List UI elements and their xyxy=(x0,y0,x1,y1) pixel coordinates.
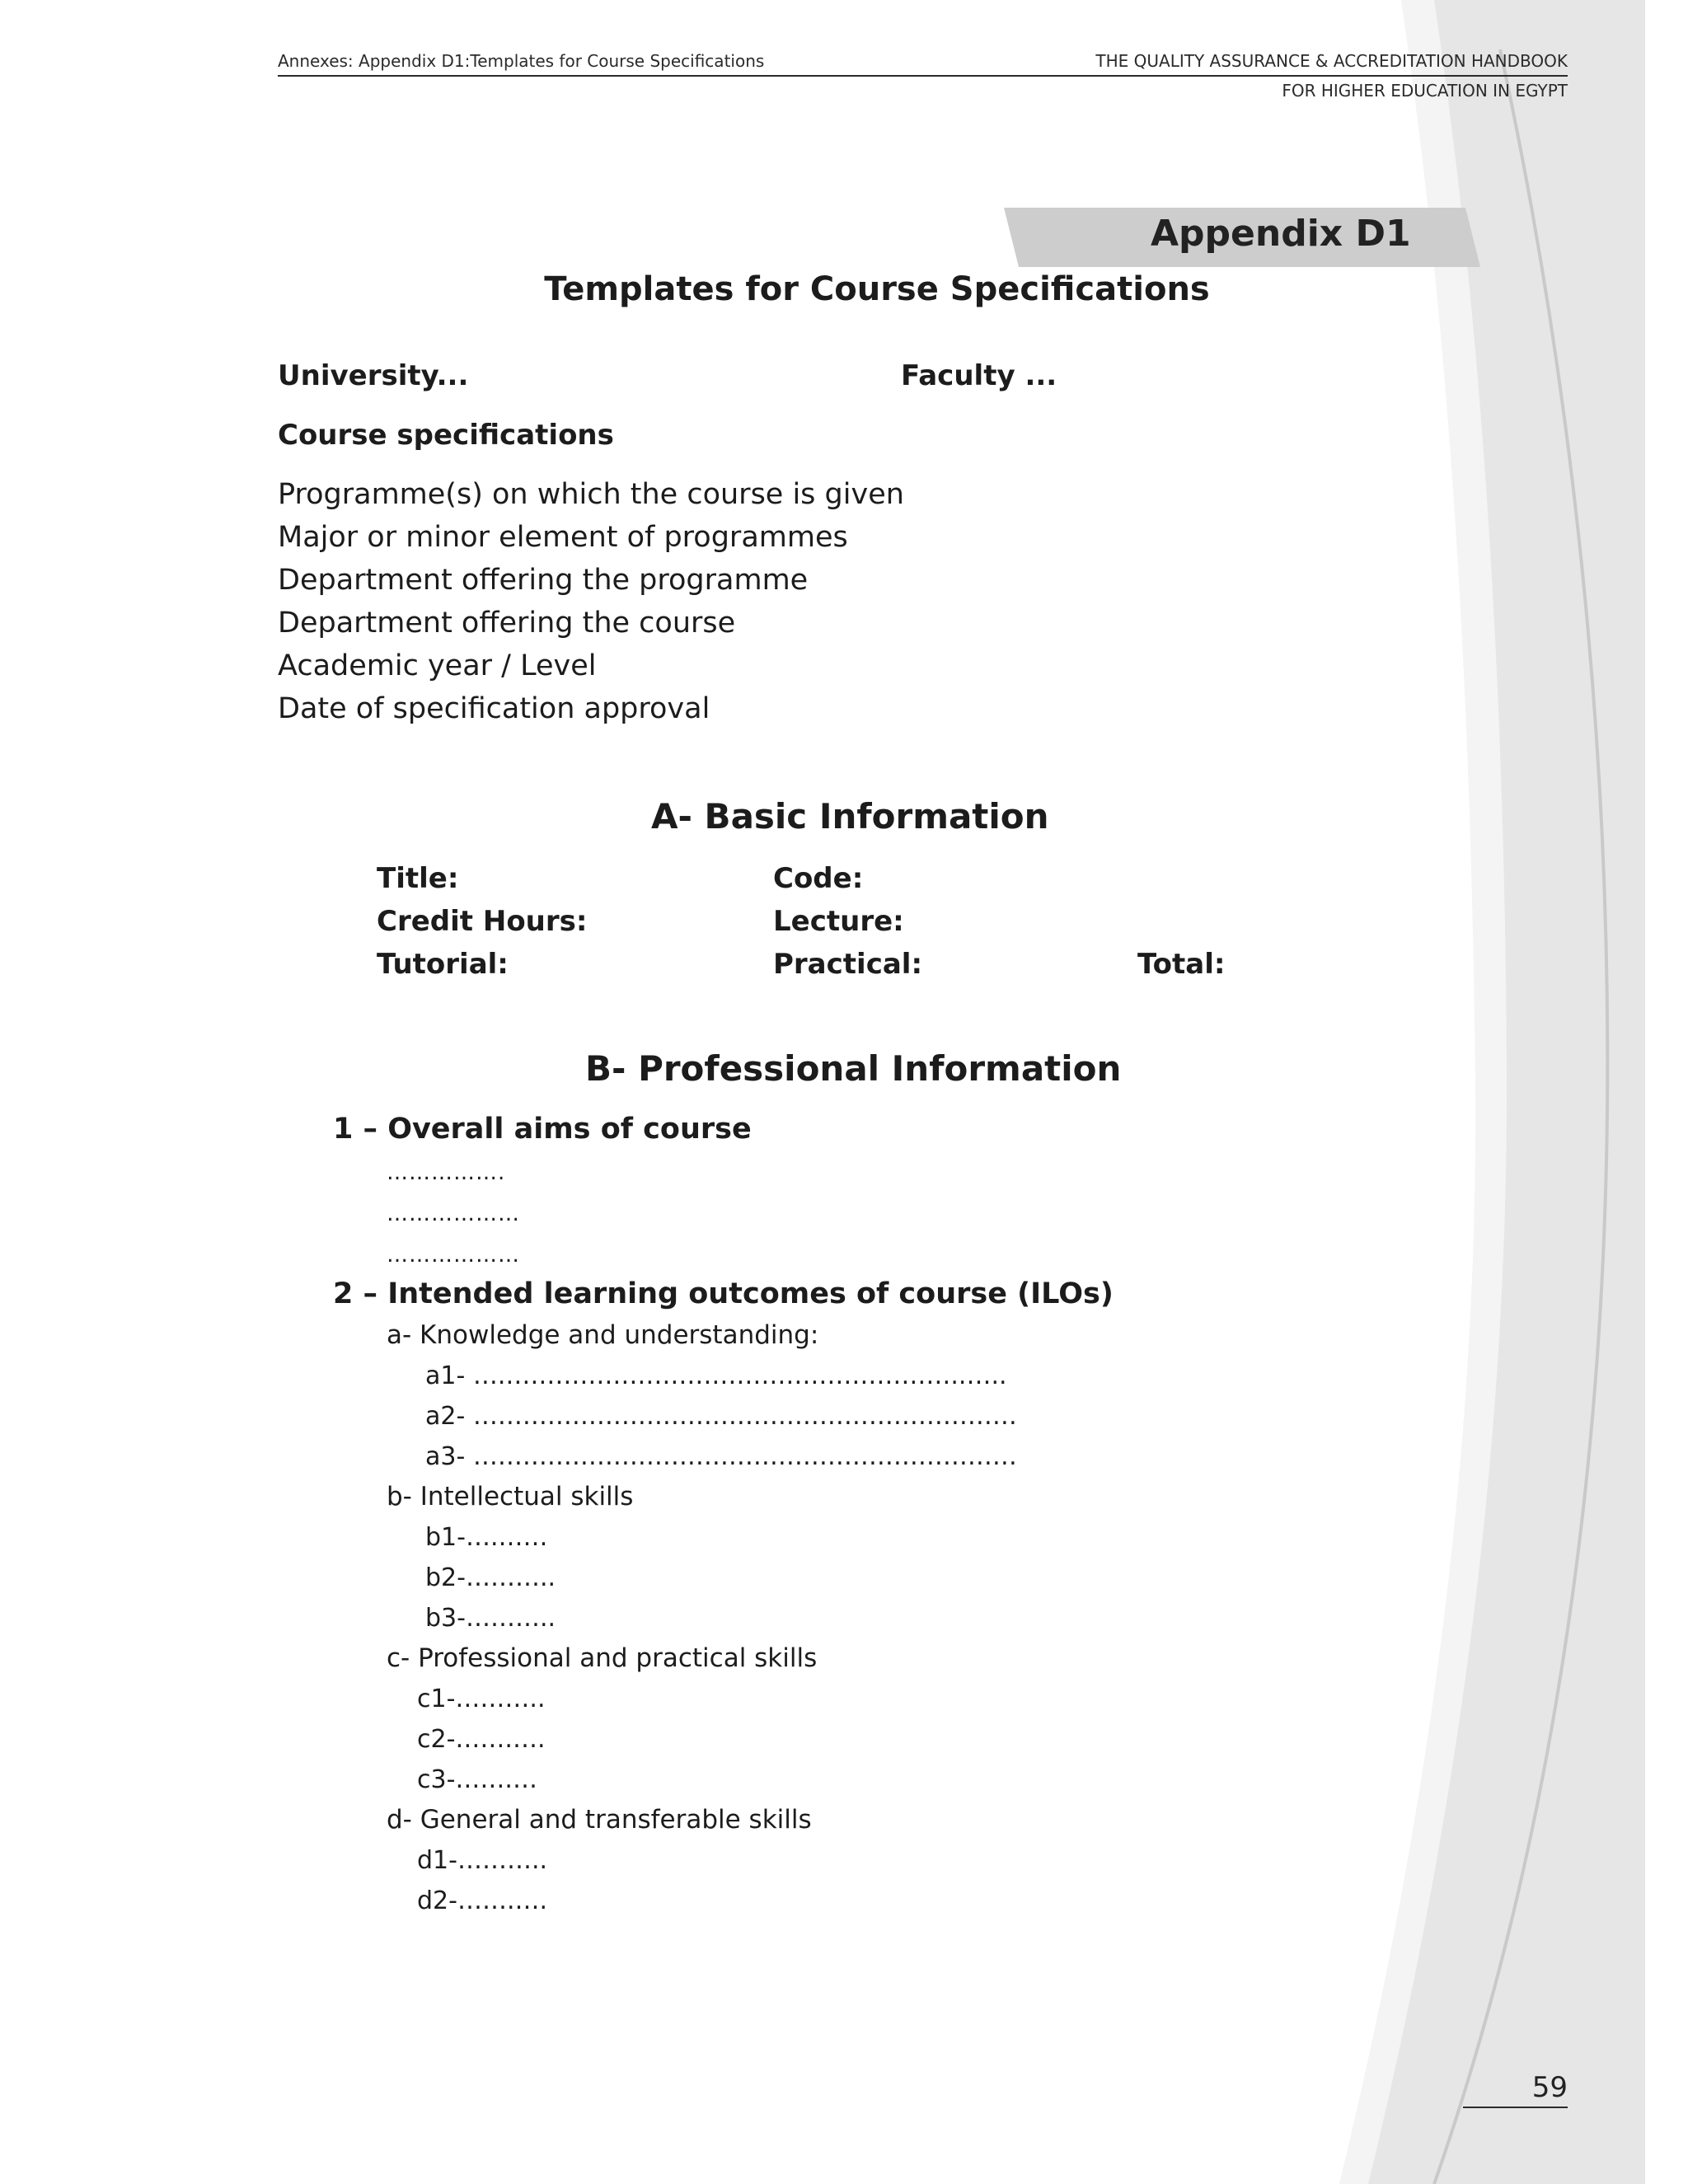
knowledge-item: a3- ………………………………………………………… xyxy=(425,1442,1017,1471)
page-title: Templates for Course Specifications xyxy=(544,270,1210,308)
intellectual-item: b1-….…… xyxy=(425,1523,548,1552)
aims-line: ……………… xyxy=(387,1202,520,1226)
intellectual-item: b2-……….. xyxy=(425,1563,556,1592)
spec-line: Date of specification approval xyxy=(278,692,710,725)
field-practical: Practical: xyxy=(773,948,923,981)
section-b-heading: B- Professional Information xyxy=(585,1048,1122,1089)
header-rule xyxy=(278,75,1568,77)
field-title: Title: xyxy=(377,862,459,895)
knowledge-item: a1- ….………………………………………………..….. xyxy=(425,1361,1007,1390)
header-right-title: THE QUALITY ASSURANCE & ACCREDITATION HANDBOOK xyxy=(1095,51,1568,71)
professional-item: c1-……….. xyxy=(417,1685,546,1713)
knowledge-item: a2- ………………………………………………………… xyxy=(425,1402,1017,1431)
spec-line: Programme(s) on which the course is given xyxy=(278,478,904,511)
professional-label: c- Professional and practical skills xyxy=(387,1643,818,1673)
overall-aims-heading: 1 – Overall aims of course xyxy=(333,1113,752,1146)
spec-line: Major or minor element of programmes xyxy=(278,521,848,554)
professional-item: c2-…….…. xyxy=(417,1725,546,1754)
knowledge-label: a- Knowledge and understanding: xyxy=(387,1320,819,1350)
spec-line: Department offering the course xyxy=(278,607,736,640)
intellectual-item: b3-……….. xyxy=(425,1604,556,1633)
aims-line: ……………. xyxy=(387,1160,506,1185)
page-number-rule xyxy=(1463,2107,1568,2108)
field-total: Total: xyxy=(1137,948,1226,981)
aims-line: ……………… xyxy=(387,1243,520,1268)
field-code: Code: xyxy=(773,862,864,895)
ilos-heading: 2 – Intended learning outcomes of course (ILOs) xyxy=(333,1277,1114,1310)
professional-item: c3-…….… xyxy=(417,1765,537,1794)
university-label: University... xyxy=(278,359,469,392)
intellectual-label: b- Intellectual skills xyxy=(387,1482,634,1511)
faculty-label: Faculty ... xyxy=(901,359,1057,392)
field-tutorial: Tutorial: xyxy=(377,948,509,981)
page-number: 59 xyxy=(1531,2071,1568,2104)
header-left-text: Annexes: Appendix D1:Templates for Course Specifications xyxy=(278,51,765,71)
course-specifications-heading: Course specifications xyxy=(278,419,614,452)
general-label: d- General and transferable skills xyxy=(387,1805,812,1835)
spec-line: Academic year / Level xyxy=(278,649,597,682)
general-item: d1-……….. xyxy=(417,1846,548,1875)
section-a-heading: A- Basic Information xyxy=(651,796,1049,837)
appendix-label: Appendix D1 xyxy=(1151,213,1411,255)
spec-line: Department offering the programme xyxy=(278,564,809,597)
header-right-subtitle: FOR HIGHER EDUCATION IN EGYPT xyxy=(1282,81,1568,101)
general-item: d2-…….…. xyxy=(417,1886,548,1915)
field-lecture: Lecture: xyxy=(773,905,904,938)
field-credit-hours: Credit Hours: xyxy=(377,905,588,938)
